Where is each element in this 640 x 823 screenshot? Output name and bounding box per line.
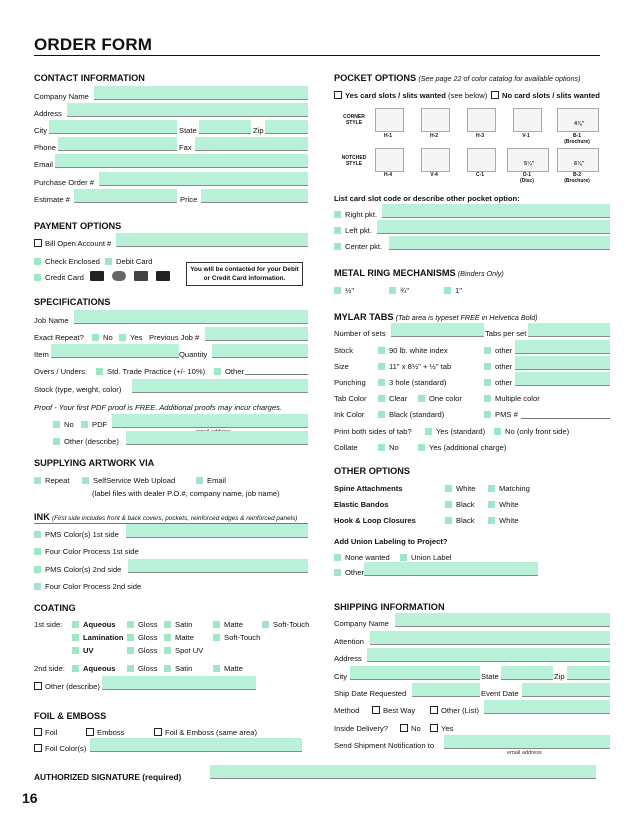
punch-other-field[interactable] <box>515 372 610 386</box>
checkbox-icon <box>34 477 41 484</box>
repeat-label: Exact Repeat? <box>34 333 84 342</box>
foil-colors-field[interactable] <box>90 738 302 752</box>
checkbox-icon <box>444 287 451 294</box>
job-label: Job Name <box>34 316 69 325</box>
mastercard-icon <box>112 271 126 281</box>
stock-other-field[interactable] <box>515 340 610 354</box>
quantity-field[interactable] <box>212 344 308 358</box>
coating-second-label: 2nd side: <box>34 664 65 673</box>
checkbox-icon <box>72 621 79 628</box>
checkbox-icon <box>164 647 171 654</box>
checkbox-icon <box>34 548 41 555</box>
checkbox-icon <box>262 621 269 628</box>
checkbox-icon <box>334 243 341 250</box>
checkbox-icon <box>484 411 491 418</box>
ship-zip-label: Zip <box>554 672 565 681</box>
std-trade-option[interactable]: Std. Trade Practice (+/- 10%) <box>96 367 205 376</box>
checkbox-icon <box>484 347 491 354</box>
checkbox-icon <box>214 368 221 375</box>
checkbox-icon <box>127 665 134 672</box>
pocket-v1-icon[interactable] <box>513 108 542 132</box>
shipping-heading: SHIPPING INFORMATION <box>334 602 445 612</box>
checkbox-icon <box>445 517 452 524</box>
estimate-field[interactable] <box>74 189 177 203</box>
ring-one-option[interactable]: 1" <box>444 286 462 295</box>
coat2-gloss[interactable]: Gloss <box>127 664 157 673</box>
checkbox-icon <box>488 517 495 524</box>
spine-matching-option[interactable]: Matching <box>488 484 530 493</box>
checkbox-icon <box>92 334 99 341</box>
left-pkt-option[interactable]: Left pkt. <box>334 226 372 235</box>
po-label: Purchase Order # <box>34 178 94 187</box>
ship-zip-field[interactable] <box>567 666 610 680</box>
print-both-no-option[interactable]: No (only front side) <box>494 427 569 436</box>
b2-dim: 6⅛" <box>574 161 585 167</box>
pocket-b1-icon[interactable] <box>557 108 599 132</box>
size-std-option[interactable]: 11" x 8½" + ½" tab <box>378 362 451 371</box>
collate-no-option[interactable]: No <box>378 443 399 452</box>
checkbox-icon <box>213 621 220 628</box>
checkbox-icon <box>430 724 438 732</box>
elastic-white-option[interactable]: White <box>488 500 518 509</box>
best-way-option[interactable]: Best Way <box>372 706 415 715</box>
foil-option[interactable]: Foil <box>34 728 57 737</box>
code-h3: H-3 <box>475 133 485 139</box>
attention-label: Attention <box>334 637 364 646</box>
code-h2: H-2 <box>429 133 439 139</box>
union-label-option[interactable]: Union Label <box>400 553 452 562</box>
stock-other-option[interactable]: other <box>484 346 512 355</box>
discover-icon <box>134 271 148 281</box>
ink-four1-option[interactable]: Four Color Process 1st side <box>34 547 139 556</box>
coat1-gloss[interactable]: Gloss <box>127 620 157 629</box>
proof-pdf-option[interactable]: PDF <box>81 420 107 429</box>
pocket-c1-icon[interactable] <box>467 148 496 172</box>
coating-other-field[interactable] <box>102 676 256 690</box>
coat1-aqueous[interactable]: Aqueous <box>72 620 116 629</box>
notched-style-label: NOTCHED STYLE <box>341 155 367 167</box>
checkbox-icon <box>378 395 385 402</box>
proof-note: Proof - Your first PDF proof is FREE. Additional proofs may incur charges. <box>34 403 283 412</box>
checkbox-icon <box>334 227 341 234</box>
checkbox-icon <box>105 258 112 265</box>
overs-label: Overs / Unders: <box>34 367 88 376</box>
checkbox-icon <box>334 287 341 294</box>
ship-date-label: Ship Date Requested <box>334 689 407 698</box>
payment-heading: PAYMENT OPTIONS <box>34 221 122 231</box>
city-field[interactable] <box>49 120 177 134</box>
punch-3hole-option[interactable]: 3 hole (standard) <box>378 378 446 387</box>
checkbox-icon <box>488 501 495 508</box>
pocket-h4-icon[interactable] <box>375 148 404 172</box>
pocket-no-option[interactable]: No card slots / slits wanted <box>491 91 600 100</box>
ink-pms2-option[interactable]: PMS Color(s) 2nd side <box>34 565 121 574</box>
address-field[interactable] <box>67 103 308 117</box>
foil-emboss-option[interactable]: Foil & Emboss (same area) <box>154 728 257 737</box>
ship-date-field[interactable] <box>412 683 480 697</box>
checkbox-icon <box>127 634 134 641</box>
checkbox-icon <box>34 728 42 736</box>
ship-company-field[interactable] <box>395 613 610 627</box>
proof-no-option[interactable]: No <box>53 420 74 429</box>
artwork-email-option[interactable]: Email <box>196 476 226 485</box>
code-h1: H-1 <box>383 133 393 139</box>
checkbox-icon <box>34 239 42 247</box>
coat1-softtouch[interactable]: Soft-Touch <box>262 620 309 629</box>
foil-heading: FOIL & EMBOSS <box>34 711 107 721</box>
elastic-label: Elastic Bandos <box>334 500 389 509</box>
coat1-uv[interactable]: UV <box>72 646 94 655</box>
ink-pms-field[interactable] <box>521 405 610 419</box>
specs-heading: SPECIFICATIONS <box>34 297 111 307</box>
email-label: Email <box>34 160 53 169</box>
size-label: Size <box>334 362 349 371</box>
credit-option[interactable]: Credit Card <box>34 273 84 282</box>
signature-label: AUTHORIZED SIGNATURE (required) <box>34 772 182 782</box>
coating-heading: COATING <box>34 603 76 613</box>
code-b1: B-1 <box>572 133 582 139</box>
overs-other-option[interactable]: Other <box>214 367 244 376</box>
punch-other-option[interactable]: other <box>484 378 512 387</box>
checkbox-icon <box>378 363 385 370</box>
ship-address-field[interactable] <box>367 648 610 662</box>
ink-pms1-option[interactable]: PMS Color(s) 1st side <box>34 530 119 539</box>
amex-icon <box>156 271 170 281</box>
state-label: State <box>179 126 197 135</box>
item-label: Item <box>34 350 49 359</box>
checkbox-icon <box>164 621 171 628</box>
spine-white-option[interactable]: White <box>445 484 475 493</box>
other-options-heading: OTHER OPTIONS <box>334 466 411 476</box>
item-field[interactable] <box>51 344 179 358</box>
visa-icon <box>90 271 104 281</box>
pocket-v4-icon[interactable] <box>421 148 450 172</box>
tab-color-label: Tab Color <box>334 394 367 403</box>
proof-other-option[interactable]: Other (describe) <box>53 437 119 446</box>
coat2-matte[interactable]: Matte <box>213 664 243 673</box>
artwork-heading: SUPPLYING ARTWORK VIA <box>34 458 155 468</box>
checkbox-icon <box>72 647 79 654</box>
price-field[interactable] <box>201 189 308 203</box>
checkbox-icon <box>34 744 42 752</box>
checkbox-icon <box>491 91 499 99</box>
debit-option[interactable]: Debit Card <box>105 257 152 266</box>
hook-white-option[interactable]: White <box>488 516 518 525</box>
metal-heading-row: METAL RING MECHANISMS (Binders Only) <box>334 268 504 278</box>
collate-yes-option[interactable]: Yes (additional charge) <box>418 443 506 452</box>
company-field[interactable] <box>94 86 308 100</box>
ink-pms1-field[interactable] <box>126 524 308 538</box>
checkbox-icon <box>400 724 408 732</box>
checkbox-icon <box>445 485 452 492</box>
hook-label: Hook & Loop Closures <box>334 516 416 525</box>
checkbox-icon <box>484 395 491 402</box>
checkbox-icon <box>445 501 452 508</box>
pocket-h2-icon[interactable] <box>421 108 450 132</box>
union-other-field[interactable] <box>364 562 538 576</box>
ink-heading-rule <box>34 512 308 524</box>
print-both-yes-option[interactable]: Yes (standard) <box>425 427 485 436</box>
checkbox-icon <box>53 438 60 445</box>
notification-field[interactable] <box>444 735 610 749</box>
checkbox-icon <box>34 274 41 281</box>
coat1-uv-gloss[interactable]: Gloss <box>127 646 157 655</box>
checkbox-icon <box>96 368 103 375</box>
coat1-satin[interactable]: Satin <box>164 620 192 629</box>
coat2-satin[interactable]: Satin <box>164 664 192 673</box>
checkbox-icon <box>34 566 41 573</box>
fax-label: Fax <box>179 143 192 152</box>
tabs-per-set-field[interactable] <box>528 323 610 337</box>
emboss-option[interactable]: Emboss <box>86 728 124 737</box>
artwork-repeat-option[interactable]: Repeat <box>34 476 70 485</box>
mylar-heading-row: MYLAR TABS (Tab area is typeset FREE in Helvetica Bold) <box>334 312 538 322</box>
checkbox-icon <box>127 647 134 654</box>
checkbox-icon <box>488 485 495 492</box>
attention-field[interactable] <box>370 631 610 645</box>
fax-field[interactable] <box>195 137 308 151</box>
coat1-matte[interactable]: Matte <box>213 620 243 629</box>
pocket-h1-icon[interactable] <box>375 108 404 132</box>
ink-black-option[interactable]: Black (standard) <box>378 410 444 419</box>
tab-onecolor-option[interactable]: One color <box>418 394 462 403</box>
proof-email-field[interactable] <box>112 414 308 428</box>
ring-three-option[interactable]: ¾" <box>389 286 409 295</box>
union-label: Add Union Labeling to Project? <box>334 537 448 546</box>
city-label: City <box>34 126 48 135</box>
coat2-aqueous[interactable]: Aqueous <box>72 664 116 673</box>
hook-black-option[interactable]: Black <box>445 516 475 525</box>
checkbox-icon <box>334 569 341 576</box>
contact-heading: CONTACT INFORMATION <box>34 73 145 83</box>
punching-label: Punching <box>334 378 366 387</box>
po-field[interactable] <box>99 172 308 186</box>
pocket-heading-row: POCKET OPTIONS (See page 22 of color catalog for available options) <box>334 73 581 83</box>
artwork-note: (label files with dealer P.O.#, company name, job name) <box>92 489 280 498</box>
artwork-upload-option[interactable]: SelfService Web Upload <box>82 476 175 485</box>
b2-brochure: (Brochure) <box>564 178 590 184</box>
checkbox-icon <box>81 421 88 428</box>
pocket-d1-icon[interactable] <box>507 148 549 172</box>
code-v1: V-1 <box>522 133 530 139</box>
checkbox-icon <box>196 477 203 484</box>
checkbox-icon <box>378 347 385 354</box>
ink-color-label: Ink Color <box>334 410 365 419</box>
zip-field[interactable] <box>265 120 308 134</box>
zip-label: Zip <box>253 126 264 135</box>
company-label: Company Name <box>34 92 89 101</box>
repeat-yes-option[interactable]: Yes <box>119 333 142 342</box>
notification-label: Send Shipment Notification to <box>334 741 435 750</box>
prev-job-label: Previous Job # <box>149 333 200 342</box>
checkbox-icon <box>34 583 41 590</box>
print-both-label: Print both sides of tab? <box>334 427 412 436</box>
stock-field[interactable] <box>132 379 308 393</box>
ink-four2-option[interactable]: Four Color Process 2nd side <box>34 582 141 591</box>
right-pkt-field[interactable] <box>382 204 610 218</box>
page-number: 16 <box>22 790 38 806</box>
ink-pms2-field[interactable] <box>128 559 308 573</box>
signature-field[interactable] <box>210 765 596 779</box>
union-other-option[interactable]: Other <box>334 568 364 577</box>
checkbox-icon <box>34 682 42 690</box>
ship-email-hint: email address <box>507 750 542 756</box>
code-c1: C-1 <box>475 172 485 178</box>
bill-account-field[interactable] <box>116 233 308 247</box>
ship-city-field[interactable] <box>350 666 480 680</box>
elastic-black-option[interactable]: Black <box>445 500 475 509</box>
foil-colors-option[interactable]: Foil Color(s) <box>34 744 86 753</box>
price-label: Price <box>180 195 198 204</box>
checkbox-icon <box>119 334 126 341</box>
checkbox-icon <box>127 621 134 628</box>
pocket-yes-option[interactable]: Yes card slots / slits wanted (see below) <box>334 91 487 100</box>
checkbox-icon <box>430 706 438 714</box>
center-pkt-option[interactable]: Center pkt. <box>334 242 382 251</box>
method-label: Method <box>334 706 360 715</box>
d1-disc: (Disc) <box>520 178 534 184</box>
ship-city-label: City <box>334 672 348 681</box>
checkbox-icon <box>213 665 220 672</box>
card-contact-note: You will be contacted for your Debit or Credit Card information. <box>186 262 303 286</box>
union-none-option[interactable]: None wanted <box>334 553 390 562</box>
checkbox-icon <box>425 428 432 435</box>
check-option[interactable]: Check Enclosed <box>34 257 100 266</box>
address-label: Address <box>34 109 62 118</box>
sets-label: Number of sets <box>334 329 386 338</box>
checkbox-icon <box>494 428 501 435</box>
checkbox-icon <box>389 287 396 294</box>
checkbox-icon <box>72 665 79 672</box>
inside-yes-option[interactable]: Yes <box>430 724 453 733</box>
checkbox-icon <box>378 379 385 386</box>
code-v4: V-4 <box>430 172 438 178</box>
spine-label: Spine Attachments <box>334 484 403 493</box>
ship-company-label: Company Name <box>334 619 389 628</box>
prev-job-field[interactable] <box>205 327 308 341</box>
state-field[interactable] <box>199 120 251 134</box>
code-b2: B-2 <box>572 172 582 178</box>
b1-dim: 4⅛" <box>574 121 585 127</box>
checkbox-icon <box>34 258 41 265</box>
checkbox-icon <box>72 634 79 641</box>
code-d1: D-1 <box>522 172 532 178</box>
coat1-lam-matte[interactable]: Matte <box>164 633 194 642</box>
coat1-spotuv[interactable]: Spot UV <box>164 646 203 655</box>
checkbox-icon <box>86 728 94 736</box>
checkbox-icon <box>82 477 89 484</box>
coating-other-option[interactable]: Other (describe) <box>34 682 100 691</box>
tab-clear-option[interactable]: Clear <box>378 394 407 403</box>
checkbox-icon <box>154 728 162 736</box>
proof-other-field[interactable] <box>126 431 308 445</box>
checkbox-icon <box>34 531 41 538</box>
corner-style-label: CORNER STYLE <box>343 114 365 126</box>
checkbox-icon <box>378 444 385 451</box>
phone-field[interactable] <box>58 137 177 151</box>
title-rule <box>34 55 600 56</box>
quantity-label: Quantity <box>179 350 208 359</box>
code-h4: H-4 <box>383 172 393 178</box>
b1-brochure: (Brochure) <box>564 139 590 145</box>
event-date-label: Event Date <box>481 689 519 698</box>
pocket-list-label: List card slot code or describe other pocket option: <box>334 194 520 203</box>
coat1-lam-gloss[interactable]: Gloss <box>127 633 157 642</box>
ink-pms-option[interactable]: PMS # <box>484 410 518 419</box>
size-other-field[interactable] <box>515 356 610 370</box>
event-date-field[interactable] <box>522 683 610 697</box>
ship-address-label: Address <box>334 654 362 663</box>
right-pkt-option[interactable]: Right pkt. <box>334 210 377 219</box>
pocket-b2-icon[interactable] <box>557 148 599 172</box>
ship-state-field[interactable] <box>501 666 553 680</box>
job-field[interactable] <box>74 310 308 324</box>
checkbox-icon <box>164 665 171 672</box>
phone-label: Phone <box>34 143 56 152</box>
mylar-stock-label: Stock <box>334 346 353 355</box>
center-pkt-field[interactable] <box>389 236 610 250</box>
estimate-label: Estimate # <box>34 195 70 204</box>
ring-half-option[interactable]: ½" <box>334 286 354 295</box>
checkbox-icon <box>418 395 425 402</box>
checkbox-icon <box>484 363 491 370</box>
repeat-no-option[interactable]: No <box>92 333 113 342</box>
checkbox-icon <box>334 211 341 218</box>
bill-option[interactable]: Bill Open Account # <box>34 239 111 248</box>
stock-90lb-option[interactable]: 90 lb. white index <box>378 346 448 355</box>
checkbox-icon <box>334 554 341 561</box>
tab-multi-option[interactable]: Multiple color <box>484 394 540 403</box>
ink-heading-row: INK (First side includes front & back covers, pockets, reinforced edges & reinforced panels) <box>34 512 298 522</box>
inside-delivery-label: Inside Delivery? <box>334 724 389 733</box>
checkbox-icon <box>418 444 425 451</box>
checkbox-icon <box>334 91 342 99</box>
overs-other-field[interactable] <box>245 361 308 375</box>
checkbox-icon <box>164 634 171 641</box>
coat1-lamination[interactable]: Lamination <box>72 633 124 642</box>
collate-label: Collate <box>334 443 358 452</box>
checkbox-icon <box>400 554 407 561</box>
checkbox-icon <box>213 634 220 641</box>
sets-field[interactable] <box>391 323 484 337</box>
checkbox-icon <box>484 379 491 386</box>
tabs-per-set-label: Tabs per set <box>485 329 527 338</box>
method-other-option[interactable]: Other (List) <box>430 706 479 715</box>
stock-label: Stock (type, weight, color) <box>34 385 122 394</box>
checkbox-icon <box>372 706 380 714</box>
email-field[interactable] <box>55 154 308 168</box>
method-other-field[interactable] <box>484 700 610 714</box>
ship-state-label: State <box>481 672 499 681</box>
pocket-h3-icon[interactable] <box>467 108 496 132</box>
checkbox-icon <box>378 411 385 418</box>
inside-no-option[interactable]: No <box>400 724 421 733</box>
checkbox-icon <box>53 421 60 428</box>
left-pkt-field[interactable] <box>377 220 610 234</box>
d1-dim: 5¼" <box>524 161 535 167</box>
coating-first-label: 1st side: <box>34 620 63 629</box>
size-other-option[interactable]: other <box>484 362 512 371</box>
coat1-lam-softtouch[interactable]: Soft-Touch <box>213 633 260 642</box>
page-title: ORDER FORM <box>34 35 153 54</box>
